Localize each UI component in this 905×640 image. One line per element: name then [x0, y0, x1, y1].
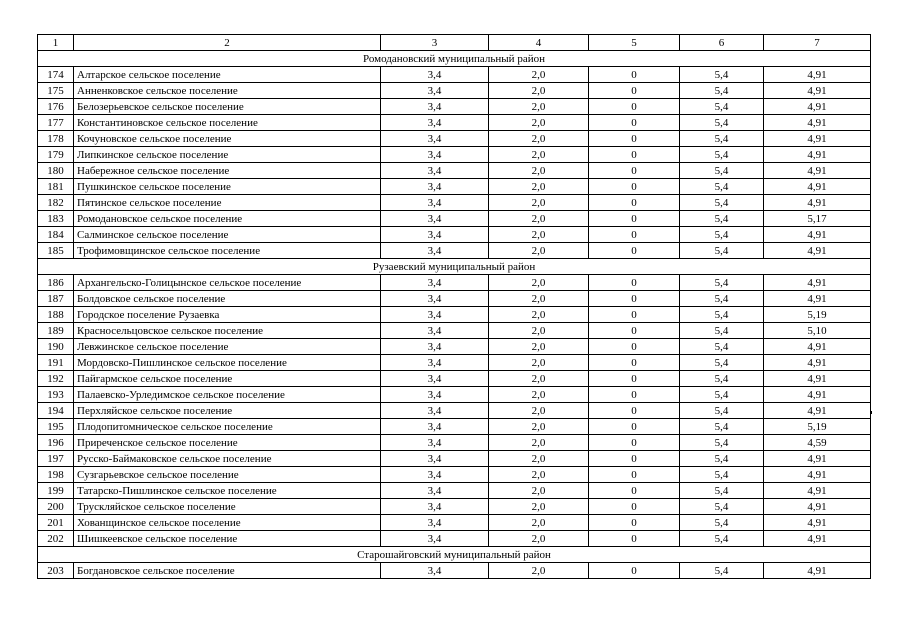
col-6-value: 5,4 — [680, 307, 764, 323]
col-6-value: 5,4 — [680, 195, 764, 211]
settlement-name: Городское поселение Рузаевка — [74, 307, 381, 323]
col-7-value: 4,91 — [764, 195, 871, 211]
col-6-value: 5,4 — [680, 275, 764, 291]
col-4-value: 2,0 — [489, 563, 589, 579]
table-row — [38, 387, 871, 403]
col-7-value: 4,91 — [764, 467, 871, 483]
col-6-value: 5,4 — [680, 211, 764, 227]
col-4-value: 2,0 — [489, 275, 589, 291]
row-number: 198 — [38, 467, 74, 483]
col-5-value: 0 — [589, 515, 680, 531]
col-5-value: 0 — [589, 451, 680, 467]
col-6-value: 5,4 — [680, 435, 764, 451]
table-row — [38, 115, 871, 131]
col-3-value: 3,4 — [381, 131, 489, 147]
table-body — [38, 35, 871, 579]
col-4-value: 2,0 — [489, 387, 589, 403]
col-4-value: 2,0 — [489, 211, 589, 227]
col-6-value: 5,4 — [680, 467, 764, 483]
table-row — [38, 83, 871, 99]
col-4-value: 2,0 — [489, 515, 589, 531]
settlement-name: Красносельцовское сельское поселение — [74, 323, 381, 339]
col-6-value: 5,4 — [680, 499, 764, 515]
col-7-value: 4,91 — [764, 243, 871, 259]
col-6-value: 5,4 — [680, 387, 764, 403]
col-4-value: 2,0 — [489, 131, 589, 147]
col-5-value: 0 — [589, 387, 680, 403]
col-3-value: 3,4 — [381, 163, 489, 179]
header-cell-3: 3 — [381, 35, 489, 51]
row-number: 193 — [38, 387, 74, 403]
col-6-value: 5,4 — [680, 531, 764, 547]
row-number: 201 — [38, 515, 74, 531]
table-row — [38, 275, 871, 291]
settlement-name: Кочуновское сельское поселение — [74, 131, 381, 147]
settlement-name: Богдановское сельское поселение — [74, 563, 381, 579]
col-7-value: 4,91 — [764, 179, 871, 195]
col-3-value: 3,4 — [381, 67, 489, 83]
table-row — [38, 163, 871, 179]
settlement-name: Приреченское сельское поселение — [74, 435, 381, 451]
col-4-value: 2,0 — [489, 323, 589, 339]
col-6-value: 5,4 — [680, 83, 764, 99]
col-3-value: 3,4 — [381, 499, 489, 515]
col-3-value: 3,4 — [381, 387, 489, 403]
col-7-value: 4,91 — [764, 339, 871, 355]
col-3-value: 3,4 — [381, 99, 489, 115]
col-6-value: 5,4 — [680, 67, 764, 83]
table-row — [38, 499, 871, 515]
col-4-value: 2,0 — [489, 499, 589, 515]
table-row — [38, 515, 871, 531]
table-row — [38, 291, 871, 307]
col-5-value: 0 — [589, 99, 680, 115]
col-6-value: 5,4 — [680, 515, 764, 531]
col-5-value: 0 — [589, 419, 680, 435]
table-row — [38, 99, 871, 115]
header-cell-6: 6 — [680, 35, 764, 51]
table-row — [38, 243, 871, 259]
settlement-name: Набережное сельское поселение — [74, 163, 381, 179]
row-number: 202 — [38, 531, 74, 547]
col-4-value: 2,0 — [489, 467, 589, 483]
col-6-value: 5,4 — [680, 323, 764, 339]
settlement-name: Плодопитомническое сельское поселение — [74, 419, 381, 435]
col-5-value: 0 — [589, 115, 680, 131]
table-row — [38, 307, 871, 323]
col-5-value: 0 — [589, 339, 680, 355]
col-7-value: 5,10 — [764, 323, 871, 339]
col-4-value: 2,0 — [489, 419, 589, 435]
table-row — [38, 563, 871, 579]
col-3-value: 3,4 — [381, 467, 489, 483]
col-3-value: 3,4 — [381, 403, 489, 419]
col-6-value: 5,4 — [680, 419, 764, 435]
col-7-value: 4,59 — [764, 435, 871, 451]
col-3-value: 3,4 — [381, 483, 489, 499]
col-6-value: 5,4 — [680, 451, 764, 467]
col-6-value: 5,4 — [680, 483, 764, 499]
col-7-value: 4,91 — [764, 67, 871, 83]
row-number: 179 — [38, 147, 74, 163]
row-number: 175 — [38, 83, 74, 99]
col-3-value: 3,4 — [381, 339, 489, 355]
col-5-value: 0 — [589, 323, 680, 339]
row-number: 176 — [38, 99, 74, 115]
table-row — [38, 131, 871, 147]
col-7-value: 5,17 — [764, 211, 871, 227]
col-7-value: 4,91 — [764, 275, 871, 291]
table-row — [38, 179, 871, 195]
col-5-value: 0 — [589, 227, 680, 243]
col-6-value: 5,4 — [680, 339, 764, 355]
col-3-value: 3,4 — [381, 307, 489, 323]
settlement-name: Белозерьевское сельское поселение — [74, 99, 381, 115]
settlement-name: Салминское сельское поселение — [74, 227, 381, 243]
table-row — [38, 467, 871, 483]
row-number: 200 — [38, 499, 74, 515]
row-number: 186 — [38, 275, 74, 291]
table-row — [38, 435, 871, 451]
col-6-value: 5,4 — [680, 131, 764, 147]
col-4-value: 2,0 — [489, 451, 589, 467]
col-3-value: 3,4 — [381, 115, 489, 131]
col-3-value: 3,4 — [381, 435, 489, 451]
col-5-value: 0 — [589, 467, 680, 483]
col-5-value: 0 — [589, 291, 680, 307]
settlement-name: Сузгарьевское сельское поселение — [74, 467, 381, 483]
col-5-value: 0 — [589, 195, 680, 211]
col-4-value: 2,0 — [489, 291, 589, 307]
col-3-value: 3,4 — [381, 275, 489, 291]
table-row — [38, 355, 871, 371]
col-3-value: 3,4 — [381, 179, 489, 195]
row-number: 185 — [38, 243, 74, 259]
table-row — [38, 195, 871, 211]
row-number: 192 — [38, 371, 74, 387]
col-6-value: 5,4 — [680, 291, 764, 307]
col-7-value: 4,91 — [764, 531, 871, 547]
col-3-value: 3,4 — [381, 243, 489, 259]
settlement-name: Алтарское сельское поселение — [74, 67, 381, 83]
settlement-name: Пятинское сельское поселение — [74, 195, 381, 211]
col-5-value: 0 — [589, 499, 680, 515]
col-6-value: 5,4 — [680, 179, 764, 195]
header-row — [38, 35, 871, 51]
col-3-value: 3,4 — [381, 195, 489, 211]
col-6-value: 5,4 — [680, 355, 764, 371]
section-title: Рузаевский муниципальный район — [38, 259, 871, 275]
col-6-value: 5,4 — [680, 147, 764, 163]
col-4-value: 2,0 — [489, 147, 589, 163]
col-4-value: 2,0 — [489, 355, 589, 371]
col-3-value: 3,4 — [381, 147, 489, 163]
col-5-value: 0 — [589, 179, 680, 195]
table-row — [38, 451, 871, 467]
settlement-name: Трофимовщинское сельское поселение — [74, 243, 381, 259]
col-4-value: 2,0 — [489, 99, 589, 115]
col-7-value: 4,91 — [764, 291, 871, 307]
scan-speck — [870, 411, 872, 414]
section-title: Ромодановский муниципальный район — [38, 51, 871, 67]
col-6-value: 5,4 — [680, 563, 764, 579]
col-5-value: 0 — [589, 371, 680, 387]
col-4-value: 2,0 — [489, 483, 589, 499]
col-7-value: 5,19 — [764, 307, 871, 323]
row-number: 203 — [38, 563, 74, 579]
col-4-value: 2,0 — [489, 67, 589, 83]
col-7-value: 4,91 — [764, 403, 871, 419]
row-number: 196 — [38, 435, 74, 451]
col-4-value: 2,0 — [489, 83, 589, 99]
col-3-value: 3,4 — [381, 83, 489, 99]
row-number: 184 — [38, 227, 74, 243]
col-7-value: 4,91 — [764, 355, 871, 371]
settlement-name: Татарско-Пишлинское сельское поселение — [74, 483, 381, 499]
col-7-value: 4,91 — [764, 483, 871, 499]
settlement-name: Мордовско-Пишлинское сельское поселение — [74, 355, 381, 371]
col-5-value: 0 — [589, 483, 680, 499]
settlement-name: Русско-Баймаковское сельское поселение — [74, 451, 381, 467]
col-5-value: 0 — [589, 307, 680, 323]
col-5-value: 0 — [589, 147, 680, 163]
col-7-value: 4,91 — [764, 499, 871, 515]
col-4-value: 2,0 — [489, 435, 589, 451]
row-number: 177 — [38, 115, 74, 131]
row-number: 199 — [38, 483, 74, 499]
table-row — [38, 147, 871, 163]
header-cell-7: 7 — [764, 35, 871, 51]
col-4-value: 2,0 — [489, 163, 589, 179]
col-6-value: 5,4 — [680, 99, 764, 115]
settlement-name: Архангельско-Голицынское сельское поселение — [74, 275, 381, 291]
table-row — [38, 371, 871, 387]
row-number: 182 — [38, 195, 74, 211]
settlement-name: Палаевско-Урледимское сельское поселение — [74, 387, 381, 403]
settlement-name: Шишкеевское сельское поселение — [74, 531, 381, 547]
col-3-value: 3,4 — [381, 419, 489, 435]
row-number: 183 — [38, 211, 74, 227]
section-header-row — [38, 259, 871, 275]
col-7-value: 4,91 — [764, 163, 871, 179]
col-7-value: 4,91 — [764, 115, 871, 131]
settlement-name: Ромодановское сельское поселение — [74, 211, 381, 227]
section-header-row — [38, 51, 871, 67]
col-6-value: 5,4 — [680, 115, 764, 131]
col-3-value: 3,4 — [381, 515, 489, 531]
col-5-value: 0 — [589, 403, 680, 419]
col-4-value: 2,0 — [489, 179, 589, 195]
col-5-value: 0 — [589, 131, 680, 147]
table-row — [38, 67, 871, 83]
col-4-value: 2,0 — [489, 403, 589, 419]
col-6-value: 5,4 — [680, 371, 764, 387]
settlement-name: Пайгармское сельское поселение — [74, 371, 381, 387]
row-number: 174 — [38, 67, 74, 83]
table-row — [38, 531, 871, 547]
col-7-value: 5,19 — [764, 419, 871, 435]
col-5-value: 0 — [589, 67, 680, 83]
row-number: 194 — [38, 403, 74, 419]
col-7-value: 4,91 — [764, 371, 871, 387]
header-cell-2: 2 — [74, 35, 381, 51]
settlement-name: Перхляйское сельское поселение — [74, 403, 381, 419]
col-3-value: 3,4 — [381, 355, 489, 371]
col-7-value: 4,91 — [764, 451, 871, 467]
header-cell-1: 1 — [38, 35, 74, 51]
col-6-value: 5,4 — [680, 163, 764, 179]
col-7-value: 4,91 — [764, 515, 871, 531]
table-row — [38, 419, 871, 435]
settlement-name: Липкинское сельское поселение — [74, 147, 381, 163]
col-7-value: 4,91 — [764, 227, 871, 243]
col-5-value: 0 — [589, 531, 680, 547]
row-number: 187 — [38, 291, 74, 307]
section-header-row — [38, 547, 871, 563]
table-row — [38, 211, 871, 227]
col-4-value: 2,0 — [489, 307, 589, 323]
settlement-name: Хованщинское сельское поселение — [74, 515, 381, 531]
settlement-name: Пушкинское сельское поселение — [74, 179, 381, 195]
header-cell-5: 5 — [589, 35, 680, 51]
col-7-value: 4,91 — [764, 99, 871, 115]
col-7-value: 4,91 — [764, 147, 871, 163]
col-3-value: 3,4 — [381, 211, 489, 227]
col-7-value: 4,91 — [764, 131, 871, 147]
col-6-value: 5,4 — [680, 403, 764, 419]
row-number: 195 — [38, 419, 74, 435]
col-4-value: 2,0 — [489, 243, 589, 259]
col-5-value: 0 — [589, 563, 680, 579]
col-4-value: 2,0 — [489, 371, 589, 387]
row-number: 188 — [38, 307, 74, 323]
col-4-value: 2,0 — [489, 531, 589, 547]
col-6-value: 5,4 — [680, 227, 764, 243]
table-row — [38, 227, 871, 243]
col-5-value: 0 — [589, 211, 680, 227]
row-number: 189 — [38, 323, 74, 339]
settlement-name: Левжинское сельское поселение — [74, 339, 381, 355]
row-number: 180 — [38, 163, 74, 179]
col-3-value: 3,4 — [381, 563, 489, 579]
col-3-value: 3,4 — [381, 227, 489, 243]
col-5-value: 0 — [589, 163, 680, 179]
col-4-value: 2,0 — [489, 115, 589, 131]
col-4-value: 2,0 — [489, 339, 589, 355]
col-3-value: 3,4 — [381, 531, 489, 547]
settlement-name: Анненковское сельское поселение — [74, 83, 381, 99]
row-number: 178 — [38, 131, 74, 147]
col-3-value: 3,4 — [381, 323, 489, 339]
settlement-name: Болдовское сельское поселение — [74, 291, 381, 307]
col-3-value: 3,4 — [381, 291, 489, 307]
row-number: 191 — [38, 355, 74, 371]
table-row — [38, 339, 871, 355]
settlement-name: Трускляйское сельское поселение — [74, 499, 381, 515]
col-6-value: 5,4 — [680, 243, 764, 259]
header-cell-4: 4 — [489, 35, 589, 51]
data-table — [37, 34, 871, 579]
col-5-value: 0 — [589, 275, 680, 291]
settlement-name: Константиновское сельское поселение — [74, 115, 381, 131]
col-4-value: 2,0 — [489, 227, 589, 243]
col-7-value: 4,91 — [764, 563, 871, 579]
row-number: 190 — [38, 339, 74, 355]
col-7-value: 4,91 — [764, 387, 871, 403]
table-row — [38, 403, 871, 419]
table-row — [38, 483, 871, 499]
col-5-value: 0 — [589, 83, 680, 99]
col-5-value: 0 — [589, 355, 680, 371]
section-title: Старошайговский муниципальный район — [38, 547, 871, 563]
col-7-value: 4,91 — [764, 83, 871, 99]
row-number: 197 — [38, 451, 74, 467]
row-number: 181 — [38, 179, 74, 195]
col-4-value: 2,0 — [489, 195, 589, 211]
col-3-value: 3,4 — [381, 451, 489, 467]
col-3-value: 3,4 — [381, 371, 489, 387]
col-5-value: 0 — [589, 435, 680, 451]
table-row — [38, 323, 871, 339]
col-5-value: 0 — [589, 243, 680, 259]
